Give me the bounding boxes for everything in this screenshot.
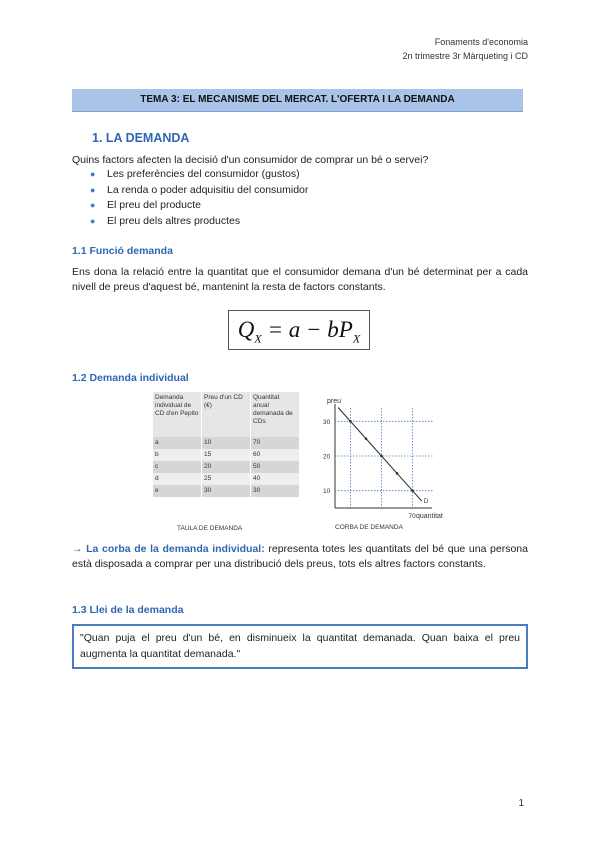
subheading-demanda-individual: 1.2 Demanda individual (72, 372, 189, 384)
subheading-llei-demanda: 1.3 Llei de la demanda (72, 604, 184, 616)
document-title: TEMA 3: EL MECANISME DEL MERCAT. L'OFERTA I LA DEMANDA (72, 89, 523, 112)
data-point (380, 455, 383, 458)
intro-question: Quins factors afecten la decisió d'un consumidor de comprar un bé o servei? (72, 154, 429, 166)
y-tick-label: 20 (323, 453, 331, 461)
curve-point-label: D (423, 498, 429, 506)
bullet-icon: ● (90, 184, 96, 195)
demand-formula: $Q_X = a - bP_X$ (228, 310, 370, 350)
demand-table (153, 392, 300, 497)
list-item: ● La renda o poder adquisitiu del consumidor (72, 183, 308, 199)
y-axis-label: preu (327, 398, 342, 405)
table-row: d 25 40 (153, 473, 300, 485)
page-number: 1 (518, 798, 524, 809)
data-point (349, 420, 352, 423)
list-item: ● Les preferències del consumidor (gustos) (72, 167, 308, 183)
demand-figure (153, 392, 450, 530)
demand-curve-term: → La corba de la demanda individual: (72, 543, 265, 555)
table-row: a 10 70 (153, 437, 300, 449)
y-tick-label: 10 (323, 488, 331, 496)
funcio-demanda-text: Ens dona la relació entre la quantitat que el consumidor demana d'un bé determinat per a cada nivell de preus d'aquest bé, mantenint la resta de factors constants. (72, 266, 528, 293)
y-tick-label: 30 (323, 418, 331, 426)
table-row: b 15 60 (153, 449, 300, 461)
table-row: e 30 30 (153, 485, 300, 497)
section-heading-demanda: 1. LA DEMANDA (92, 131, 190, 145)
list-item: ● El preu dels altres productes (72, 214, 308, 230)
data-point (396, 472, 399, 475)
demand-curve-description: → La corba de la demanda individual: representa totes les quantitats del bé que una persona està disposada a comprar per una distribució dels preus, tots els altres factors constants. (72, 543, 528, 570)
table-caption: TAULA DE DEMANDA (177, 525, 243, 532)
subheading-funcio-demanda: 1.1 Funció demanda (72, 245, 173, 257)
x-axis-label: quantitat (416, 513, 443, 520)
law-of-demand-quote: "Quan puja el preu d'un bé, en disminueix la quantitat demanada. Quan baixa el preu augmenta la quantitat demanada." (72, 624, 528, 669)
table-header: Quantitat anual demanada de CDs (251, 392, 300, 437)
bullet-icon: ● (90, 215, 96, 226)
bullet-icon: ● (90, 200, 96, 210)
table-header: Demanda individual de CD d'en Pepito (153, 392, 202, 437)
header-course: Fonaments d'economia (434, 37, 528, 47)
factors-list (72, 167, 308, 229)
header-term: 2n trimestre 3r Màrqueting i CD (402, 51, 528, 61)
chart-caption: CORBA DE DEMANDA (335, 524, 403, 530)
table-row: c 20 50 (153, 461, 300, 473)
x-tick-label: 70 (408, 513, 416, 520)
data-point (365, 437, 368, 440)
demand-chart (313, 396, 450, 530)
bullet-icon: ● (90, 169, 96, 179)
page-header (402, 35, 528, 63)
list-item: ● El preu del producte (72, 198, 308, 214)
data-point (411, 489, 414, 492)
table-header: Preu d'un CD (€) (202, 392, 251, 437)
